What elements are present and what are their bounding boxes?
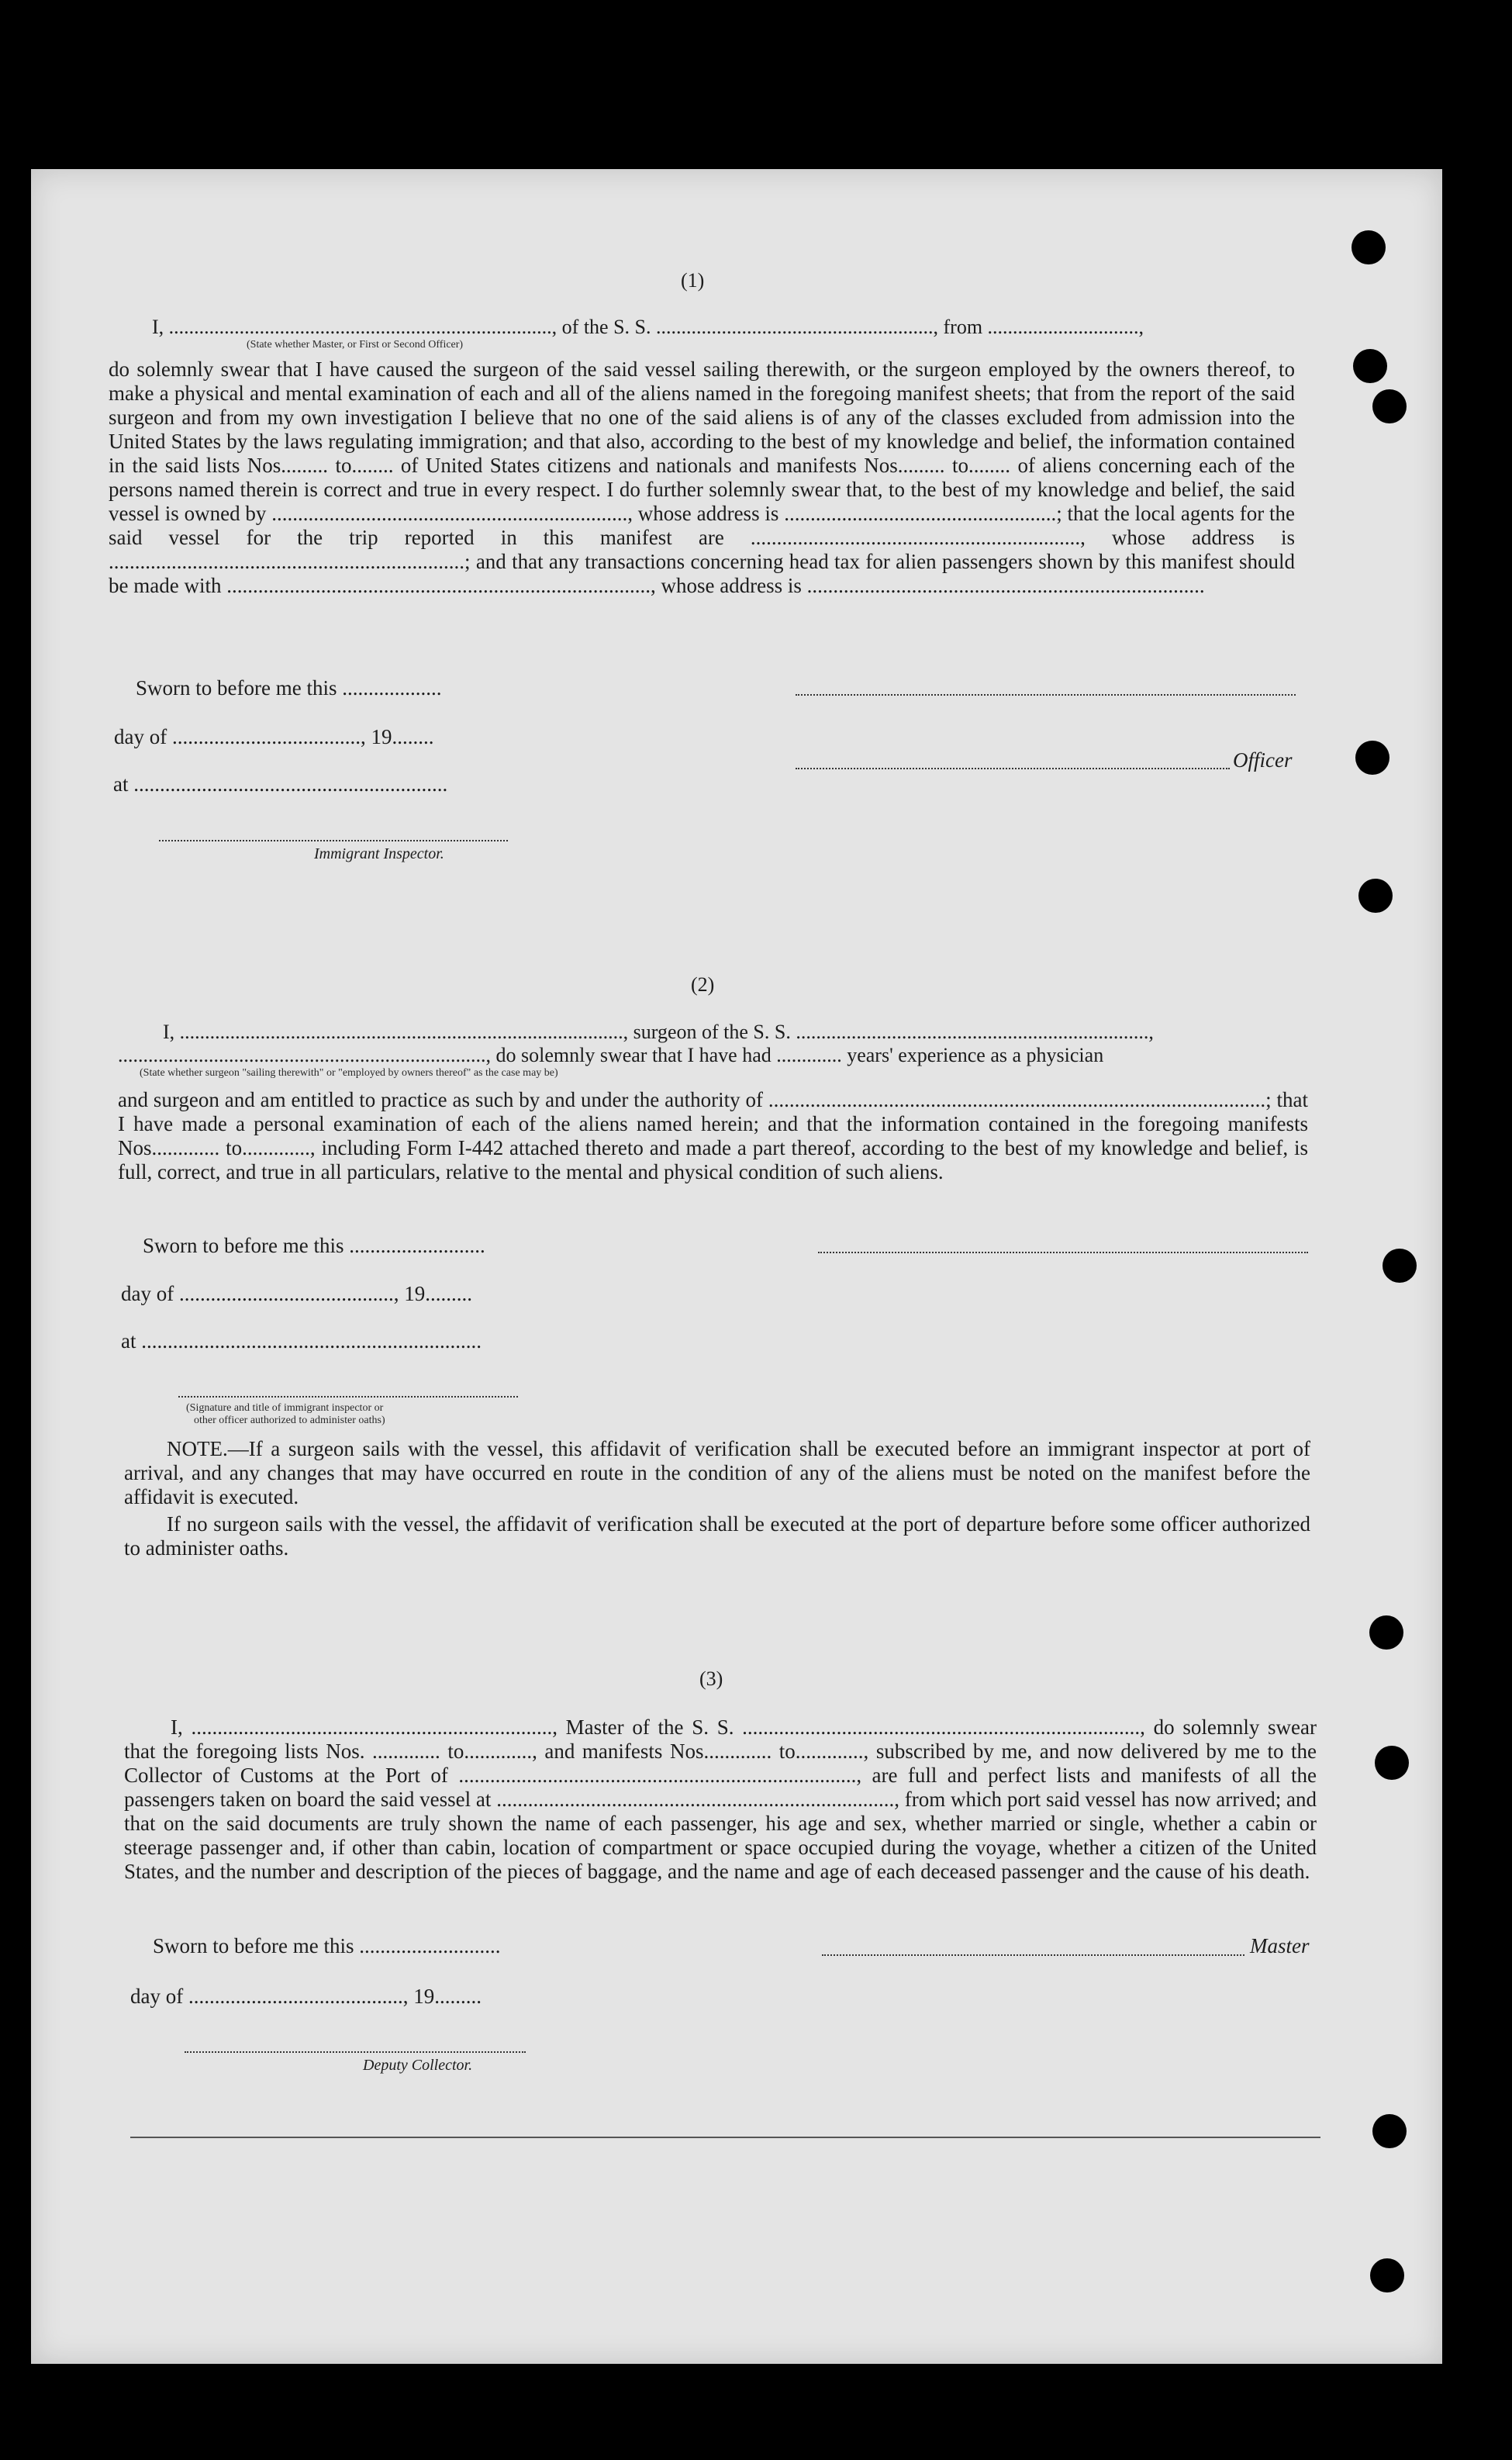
section-2-inspector-sig-line	[178, 1396, 518, 1398]
section-1-signer: Immigrant Inspector.	[314, 845, 444, 862]
section-3-signer: Deputy Collector.	[363, 2057, 473, 2074]
section-1-officer-line	[796, 768, 1230, 769]
section-3-master-label: Master	[1250, 1934, 1310, 1957]
section-1-inspector-sig-line	[159, 840, 508, 841]
section-1-day: day of ...................................., 19........	[114, 725, 434, 748]
section-1-officer-sig-line	[796, 694, 1296, 696]
section-2-hint: (State whether surgeon "sailing therewith" or "employed by owners thereof" as the case may be)	[140, 1067, 558, 1079]
section-3-body: I, ....................................................................., Master of the S. S. ............................................................................, do solemnly swear that the foregoing lists Nos. ............. to............., and manifests Nos............. to............., subscribed by me, and now delivered by me to the Collector of Customs at the Port of ............................................................................, are full and perfect lists and manifests of all the passengers taken on board the said vessel at ............................................................................, from which port said vessel has now arrived; and that on the said documents are truly shown the name of each passenger, his age and sex, whether married or single, whether a cabin or steerage passenger and, if other than cabin, location of compartment or space occupied during the voyage, whether a citizen of the United States, and the number and description of the pieces of baggage, and the name and age of each deceased passenger and the cause of his death.	[124, 1715, 1317, 1883]
section-1-line-1: I, ............................................................................, of the S. S. ......................................................., from ..............................,	[152, 316, 1144, 338]
section-1-at: at ............................................................	[113, 772, 448, 796]
punch-hole	[1383, 1249, 1417, 1283]
section-1-hint: (State whether Master, or First or Second Officer)	[247, 339, 464, 351]
section-2-at: at .................................................................	[121, 1329, 482, 1353]
punch-hole	[1351, 230, 1386, 264]
section-2-line-2: ........................................................................., do solemnly swear that I have had ............. years' experience as a physician	[118, 1044, 1104, 1066]
section-1-number: (1)	[681, 269, 705, 292]
section-2-line-1: I, ........................................................................................, surgeon of the S. S. ......................................................................,	[163, 1021, 1154, 1043]
punch-hole	[1372, 389, 1407, 423]
punch-hole	[1375, 1746, 1409, 1780]
punch-hole	[1369, 1615, 1403, 1650]
section-2-sig-hint-1: (Signature and title of immigrant inspector or	[186, 1402, 384, 1414]
section-1-sworn: Sworn to before me this ...................	[136, 676, 442, 700]
section-2-note-2: If no surgeon sails with the vessel, the affidavit of verification shall be executed at the port of departure before some officer authorized to administer oaths.	[124, 1512, 1310, 1560]
section-3-day: day of ........................................., 19.........	[130, 1985, 482, 2008]
section-3-collector-sig-line	[185, 2051, 526, 2053]
bottom-rule	[130, 2137, 1320, 2138]
section-2-sworn: Sworn to before me this ..........................	[143, 1234, 485, 1257]
punch-hole	[1355, 741, 1389, 775]
section-3-sworn: Sworn to before me this ...........................	[153, 1934, 501, 1957]
punch-hole	[1353, 349, 1387, 383]
punch-hole	[1358, 879, 1393, 913]
section-2-number: (2)	[691, 973, 715, 996]
section-2-body: and surgeon and am entitled to practice as such by and under the authority of ...............................................................................................; that I have made a personal examination of each of the aliens named herein; and that the information contained in the foregoing manifests Nos............. to............., including Form I-442 attached thereto and made a part thereof, according to the best of my knowledge and belief, is full, correct, and true in all particulars, relative to the mental and physical condition of such aliens.	[118, 1088, 1308, 1183]
section-1-officer-label: Officer	[1233, 748, 1293, 772]
section-3-number: (3)	[699, 1667, 723, 1690]
punch-hole	[1370, 2258, 1404, 2292]
section-2-note-1: NOTE.—If a surgeon sails with the vessel, this affidavit of verification shall be executed before an immigrant inspector at port of arrival, and any changes that may have occurred en route in the condition of any of the aliens must be noted on the manifest before the affidavit is executed.	[124, 1437, 1310, 1508]
section-2-day: day of ........................................., 19.........	[121, 1282, 472, 1305]
section-3-master-line	[822, 1954, 1244, 1956]
punch-hole	[1372, 2114, 1407, 2148]
section-2-surgeon-sig-line	[818, 1252, 1308, 1253]
section-2-sig-hint-2: other officer authorized to administer oaths)	[194, 1415, 385, 1426]
section-1-body: do solemnly swear that I have caused the surgeon of the said vessel sailing therewith, or the surgeon employed by the owners thereof, to make a physical and mental examination of each and all of the aliens named in the foregoing manifest sheets; that from the report of the said surgeon and from my own investigation I believe that no one of the said aliens is of any of the classes excluded from admission into the United States by the laws regulating immigration; and that also, according to the best of my knowledge and belief, the information contained in the said lists Nos......... to........ of United States citizens and nationals and manifests Nos......... to........ of aliens concerning each of the persons named therein is correct and true in every respect. I do further solemnly swear that, to the best of my knowledge and belief, the said vessel is owned by ...................................................................., whose address is ....................................................; that the local agents for the said vessel for the trip reported in this manifest are ..............................................................., whose address is ....................................................................; and that any transactions concerning head tax for alien passengers shown by this manifest should be made with ................................................................................., whose address is ............................................................................	[109, 358, 1295, 597]
